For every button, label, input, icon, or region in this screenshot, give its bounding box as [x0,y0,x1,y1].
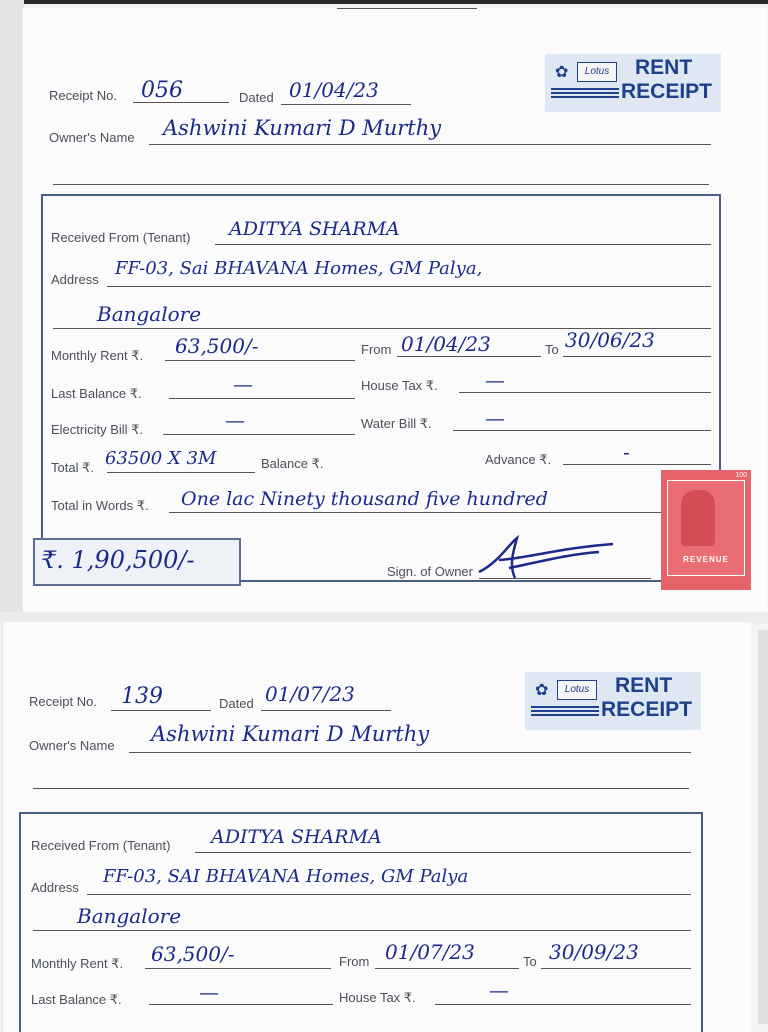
address-value-1: FF-03, SAI BHAVANA Homes, GM Palya [103,866,469,887]
monthly-rent-label: Monthly Rent ₹. [31,956,124,971]
dated-label: Dated [239,90,274,105]
last-balance-label: Last Balance ₹. [31,992,122,1007]
total-label: Total ₹. [51,460,94,475]
address-value-2: Bangalore [77,904,182,928]
monthly-rent-value: 63,500/- [175,334,259,358]
rent-receipt-2 [2,622,751,1032]
stamp-value: 100 [735,472,747,479]
brand-title-receipt: RECEIPT [621,80,713,103]
tenant-name-value: ADITYA SHARMA [211,826,382,848]
from-line [397,356,541,357]
dated-label: Dated [219,696,254,711]
brand-title-rent: RENT [615,674,673,697]
receipt-no-value: 056 [141,78,183,103]
owner-extra-line [33,788,689,789]
to-line [541,968,691,969]
rent-receipt-brand [545,54,721,112]
total-in-words-line [169,512,665,513]
water-bill-line [453,430,711,431]
address-line-1 [87,894,691,895]
address-value-2: Bangalore [97,302,202,326]
brand-badge: Lotus [577,62,617,82]
advance-line [563,464,711,465]
water-bill-label: Water Bill ₹. [361,416,432,431]
monthly-rent-label: Monthly Rent ₹. [51,348,144,363]
balance-line [337,8,477,9]
dated-value: 01/04/23 [289,78,379,102]
received-from-line [215,244,711,245]
receipt-no-value: 139 [121,684,163,709]
house-tax-line [459,392,711,393]
balance-label: Balance ₹. [261,456,324,471]
scan-right-edge [758,630,768,1024]
to-line [563,356,711,357]
last-balance-line [169,398,355,399]
from-value: 01/07/23 [385,940,475,964]
received-from-label: Received From (Tenant) [31,838,171,853]
brand-badge: Lotus [557,680,597,700]
owner-name-value: Ashwini Kumari D Murthy [151,722,430,746]
monthly-rent-value: 63,500/- [151,942,235,966]
receipt-no-line [111,710,211,711]
total-in-words-value: One lac Ninety thousand five hundred [181,488,548,510]
receipt-no-label: Receipt No. [49,88,117,103]
total-value: 63500 X 3M [105,448,217,469]
address-label: Address [51,272,99,287]
total-in-words-label: Total in Words ₹. [51,498,149,513]
owner-name-value: Ashwini Kumari D Murthy [163,116,442,140]
owner-signature-icon [469,532,619,584]
house-tax-line [435,1004,691,1005]
rent-receipt-brand [525,672,701,730]
last-balance-label: Last Balance ₹. [51,386,142,401]
receipt-no-label: Receipt No. [29,694,97,709]
to-value: 30/09/23 [549,940,639,964]
from-line [375,968,519,969]
last-balance-value: — [199,980,219,1004]
monthly-rent-line [145,968,331,969]
received-from-line [195,852,691,853]
to-value: 30/06/23 [565,328,655,352]
tenant-name-value: ADITYA SHARMA [229,218,400,240]
scan-left-edge [0,0,24,620]
advance-label: Advance ₹. [485,452,552,467]
monthly-rent-line [165,360,355,361]
owner-name-label: Owner's Name [49,130,135,145]
from-label: From [339,954,370,969]
received-from-label: Received From (Tenant) [51,230,191,245]
stamp-label: REVENUE [683,555,729,564]
last-balance-value: — [233,372,253,396]
electricity-bill-value: — [225,408,245,432]
sign-of-owner-label: Sign. of Owner [387,564,473,579]
address-line-2 [33,930,691,931]
house-tax-label: House Tax ₹. [361,378,438,393]
owner-name-line [129,752,691,753]
owner-name-line [149,144,711,145]
revenue-stamp-icon [661,470,751,590]
from-label: From [361,342,392,357]
advance-value: - [623,440,630,464]
brand-stripes [551,88,619,102]
to-label: To [523,954,537,969]
brand-stripes [531,706,599,720]
dated-value: 01/07/23 [265,682,355,706]
ashoka-emblem-icon [681,490,715,546]
brand-title-rent: RENT [635,56,693,79]
total-line [107,472,255,473]
scan-top-edge [0,0,768,4]
house-tax-label: House Tax ₹. [339,990,416,1005]
rent-receipt-1 [22,8,767,614]
water-bill-value: — [485,406,505,430]
lotus-logo-icon: ✿ [555,64,569,81]
address-line-1 [107,286,711,287]
from-value: 01/04/23 [401,332,491,356]
last-balance-line [149,1004,333,1005]
amount-box [33,538,241,586]
to-label: To [545,342,559,357]
house-tax-value: — [485,368,505,392]
house-tax-value: — [489,978,509,1002]
owner-extra-line [53,184,709,185]
brand-title-receipt: RECEIPT [601,698,693,721]
lotus-logo-icon: ✿ [535,682,549,699]
amount-value: ₹. 1,90,500/- [41,546,195,574]
address-label: Address [31,880,79,895]
electricity-bill-line [163,434,355,435]
dated-line [281,104,411,105]
dated-line [261,710,391,711]
owner-name-label: Owner's Name [29,738,115,753]
electricity-bill-label: Electricity Bill ₹. [51,422,144,437]
address-value-1: FF-03, Sai BHAVANA Homes, GM Palya, [115,258,483,279]
